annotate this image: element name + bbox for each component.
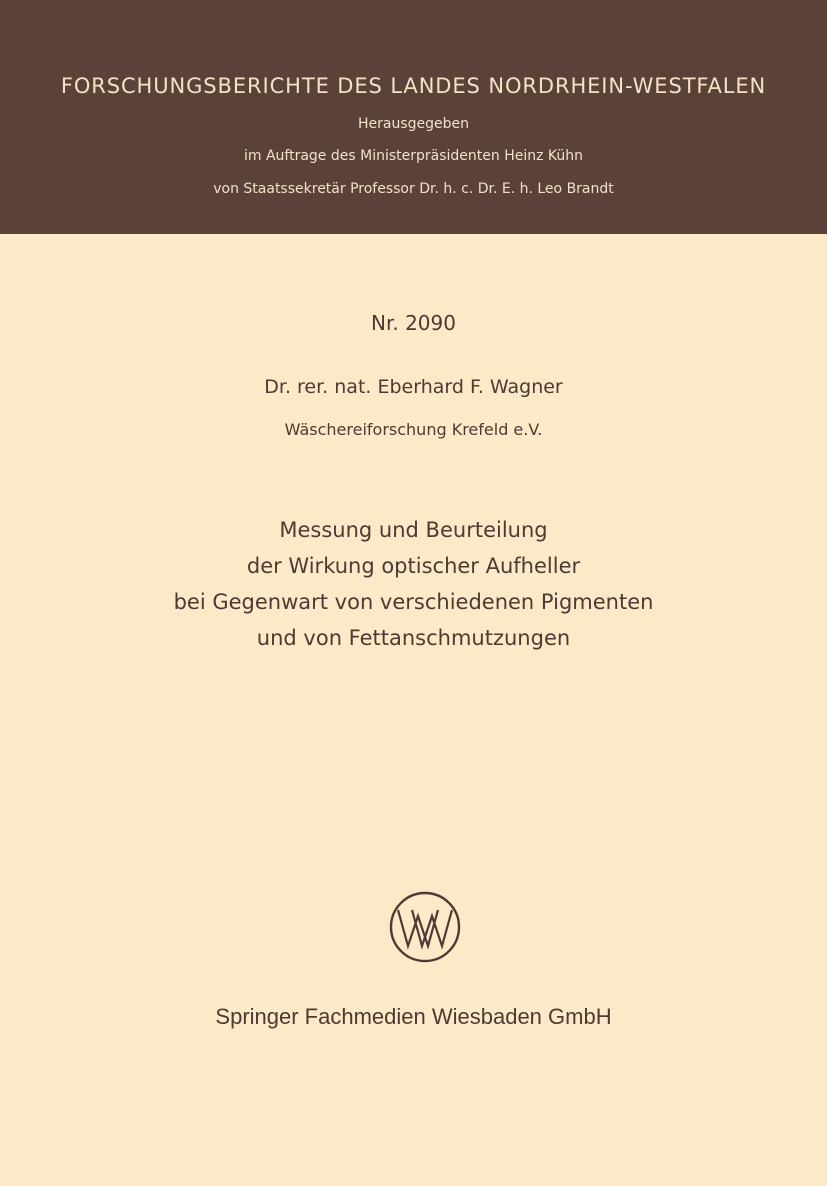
book-title	[0, 512, 827, 656]
author-affiliation: Wäschereiforschung Krefeld e.V.	[284, 420, 543, 439]
editor-name: von Staatssekretär Professor Dr. h. c. Dr. E. h. Leo Brandt	[213, 181, 614, 197]
commission-note: im Auftrage des Ministerpräsidenten Heinz Kühn	[243, 148, 584, 164]
editor-note: Herausgegeben	[357, 116, 469, 132]
publisher-name: Springer Fachmedien Wiesbaden GmbH	[215, 1004, 612, 1029]
header-band	[0, 0, 827, 234]
issue-number: Nr. 2090	[371, 311, 456, 335]
series-title: FORSCHUNGSBERICHTE DES LANDES NORDRHEIN-WESTFALEN	[60, 74, 767, 98]
cover-body	[0, 234, 827, 1186]
publisher-logo-icon	[388, 890, 462, 964]
title-line-3: bei Gegenwart von verschiedenen Pigmenten	[173, 590, 654, 614]
author-name: Dr. rer. nat. Eberhard F. Wagner	[264, 376, 563, 398]
title-line-1: Messung und Beurteilung	[279, 518, 548, 542]
title-line-4: und von Fettanschmutzungen	[256, 626, 571, 650]
title-line-2: der Wirkung optischer Aufheller	[246, 554, 581, 578]
